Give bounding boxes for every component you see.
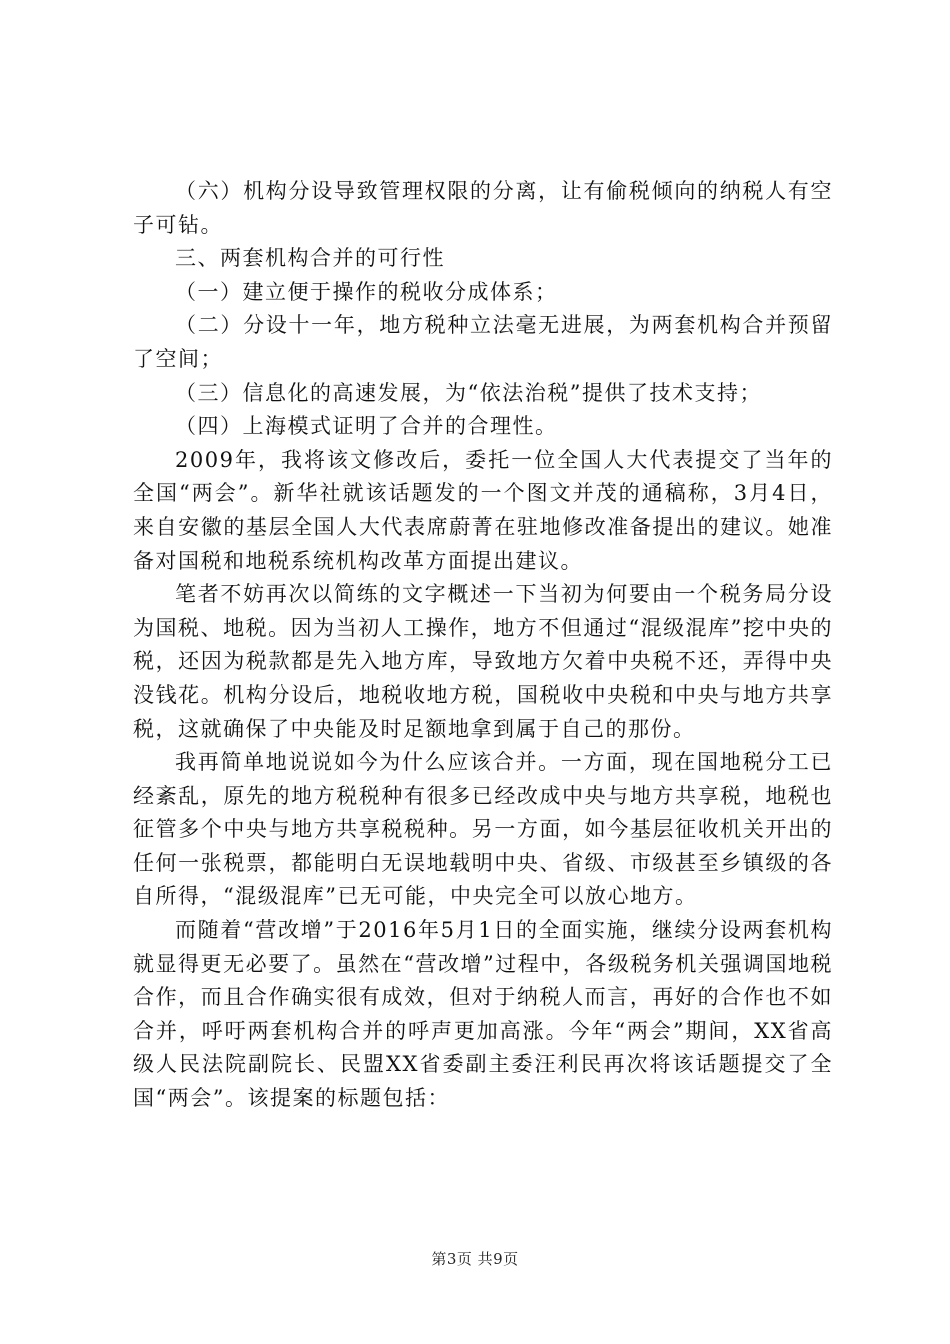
paragraph: （三）信息化的高速发展，为“依法治税”提供了技术支持； xyxy=(175,380,762,405)
page-number-footer: 第3页 共9页 xyxy=(431,1250,519,1268)
paragraph: 2009年，我将该文修改后，委托一位全国人大代表提交了当年的全国“两会”。新华社就该话题发的一个图文并茂的通稿称，3月4日，来自安徽的基层全国人大代表席蔚菁在驻地修改准备提出的建议。她准备对国税和地税系统机构改革方面提出建议。 xyxy=(133,447,833,573)
paragraph: （四）上海模式证明了合并的合理性。 xyxy=(175,414,558,439)
paragraph: （六）机构分设导致管理权限的分离，让有偷税倾向的纳税人有空子可钻。 xyxy=(133,179,833,237)
paragraph: （一）建立便于操作的税收分成体系； xyxy=(175,279,558,304)
paragraph: （二）分设十一年，地方税种立法毫无进展，为两套机构合并预留了空间； xyxy=(133,313,833,371)
paragraph: 我再简单地说说如今为什么应该合并。一方面，现在国地税分工已经紊乱，原先的地方税税种有很多已经改成中央与地方共享税，地税也征管多个中央与地方共享税税种。另一方面，如今基层征收机关开出的任何一张税票，都能明白无误地载明中央、省级、市级甚至乡镇级的各自所得，“混级混库”已无可能，中央完全可以放心地方。 xyxy=(133,750,833,909)
section-heading: 三、两套机构合并的可行性 xyxy=(175,246,445,271)
paragraph: 笔者不妨再次以简练的文字概述一下当初为何要由一个税务局分设为国税、地税。因为当初人工操作，地方不但通过“混级混库”挖中央的税，还因为税款都是先入地方库，导致地方欠着中央税不还，弄得中央没钱花。机构分设后，地税收地方税，国税收中央税和中央与地方共享税，这就确保了中央能及时足额地拿到属于自己的那份。 xyxy=(133,582,833,741)
paragraph: 而随着“营改增”于2016年5月1日的全面实施，继续分设两套机构就显得更无必要了。虽然在“营改增”过程中，各级税务机关强调国地税合作，而且合作确实很有成效，但对于纳税人而言，再好的合作也不如合并，呼吁两套机构合并的呼声更加高涨。今年“两会”期间，XX省高级人民法院副院长、民盟XX省委副主委汪利民再次将该话题提交了全国“两会”。该提案的标题包括： xyxy=(133,918,833,1111)
document-body xyxy=(133,175,833,1116)
